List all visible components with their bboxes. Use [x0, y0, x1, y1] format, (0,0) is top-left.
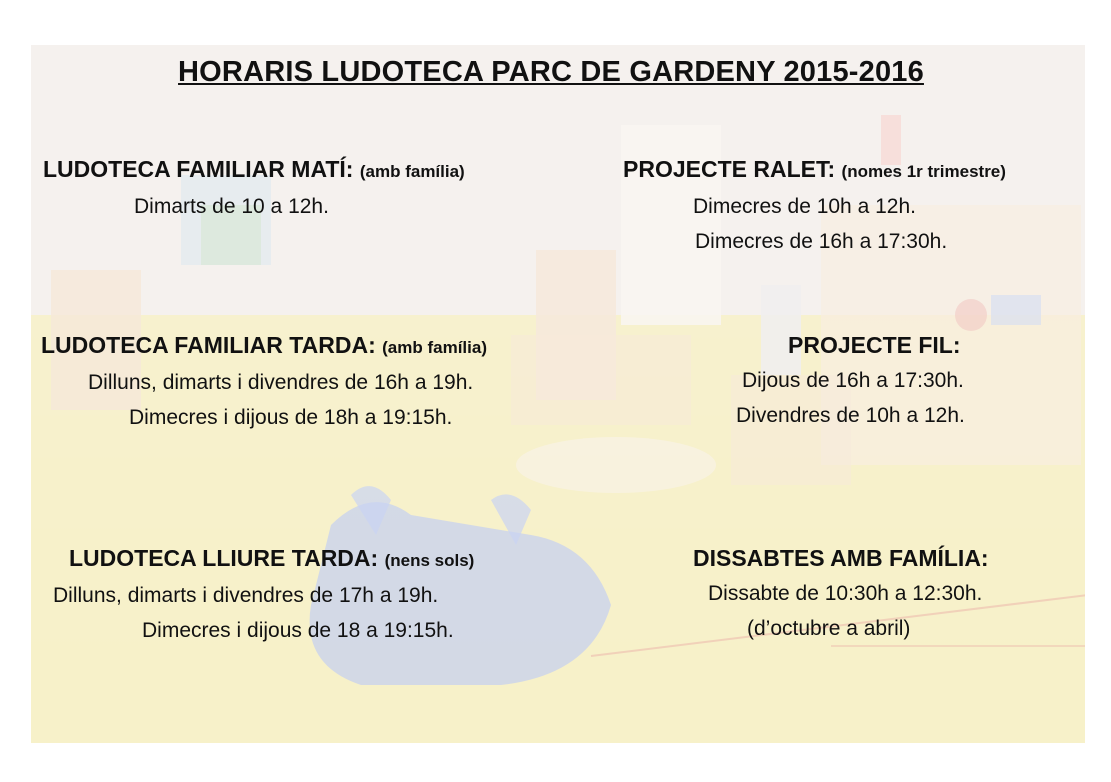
schedule-line: Dimecres i dijous de 18 a 19:15h.: [142, 619, 454, 642]
page-title: HORARIS LUDOTECA PARC DE GARDENY 2015-2016: [178, 56, 924, 88]
section-heading-text: DISSABTES AMB FAMÍLIA:: [693, 545, 989, 571]
section-note: (nomes 1r trimestre): [841, 162, 1006, 181]
section-heading-text: PROJECTE RALET:: [623, 156, 836, 182]
section-heading: [736, 328, 965, 363]
schedule-line: Dissabte de 10:30h a 12:30h.: [708, 582, 983, 605]
section-heading: [53, 541, 474, 578]
section-heading: [623, 152, 1006, 189]
section-note: (nens sols): [384, 551, 475, 570]
section-projecte-ralet: [623, 152, 1006, 259]
section-heading: [43, 152, 465, 189]
section-note: (amb família): [382, 338, 487, 357]
section-heading-text: PROJECTE FIL:: [788, 332, 961, 358]
section-heading-text: LUDOTECA FAMILIAR MATÍ:: [43, 156, 354, 182]
section-ludoteca-familiar-tarda: [41, 328, 487, 435]
section-heading-text: LUDOTECA LLIURE TARDA:: [69, 545, 379, 571]
schedule-line: Dimecres i dijous de 18h a 19:15h.: [129, 406, 453, 429]
section-ludoteca-lliure-tarda: [53, 541, 474, 648]
section-note: (amb família): [359, 162, 465, 181]
section-heading: [41, 328, 487, 365]
schedule-line: Dilluns, dimarts i divendres de 17h a 19h.: [53, 584, 439, 607]
schedule-line: Dimecres de 16h a 17:30h.: [695, 230, 948, 253]
schedule-line: Dijous de 16h a 17:30h.: [742, 369, 964, 392]
schedule-line: Divendres de 10h a 12h.: [736, 404, 965, 427]
section-ludoteca-familiar-mati: [43, 152, 465, 224]
section-heading: [693, 541, 989, 576]
schedule-line: Dimecres de 10h a 12h.: [693, 195, 916, 218]
section-projecte-fil: [736, 328, 965, 433]
section-dissabtes-amb-familia: [693, 541, 989, 646]
section-heading-text: LUDOTECA FAMILIAR TARDA:: [41, 332, 376, 358]
schedule-line: (d’octubre a abril): [747, 617, 911, 640]
schedule-line: Dilluns, dimarts i divendres de 16h a 19h.: [88, 371, 474, 394]
schedule-line: Dimarts de 10 a 12h.: [134, 195, 329, 218]
